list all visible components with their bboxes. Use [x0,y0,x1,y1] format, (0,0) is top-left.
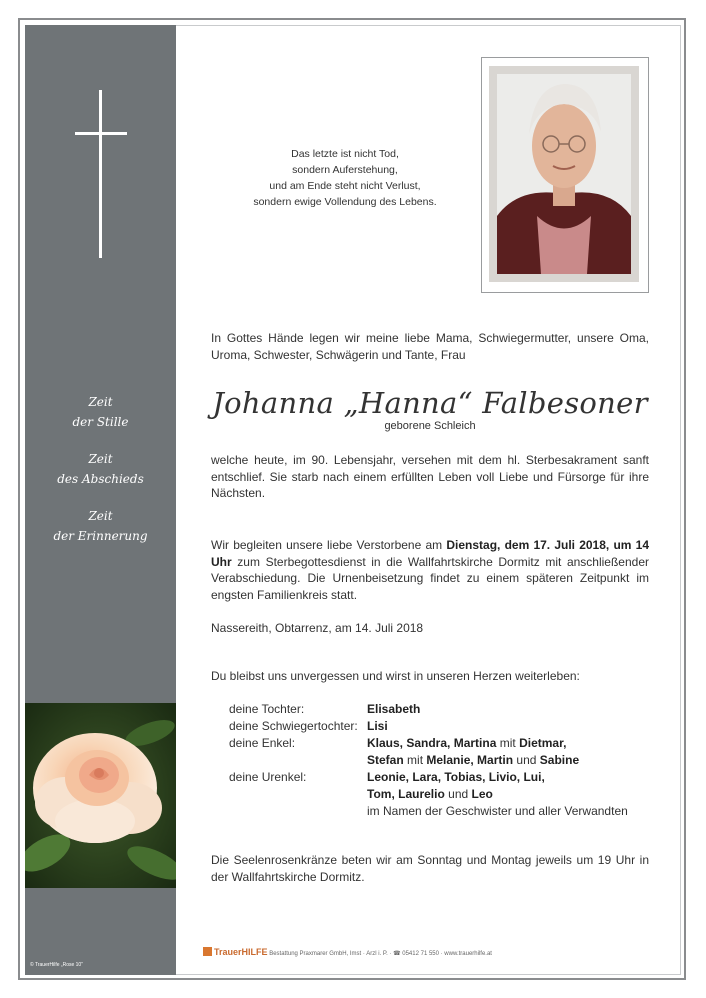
connector: mit [407,753,424,767]
cross-icon-bar [75,132,127,135]
mourner-names: Elisabeth [367,702,421,716]
mourner-names: Tom, Laurelio [367,787,445,801]
mourner-names: Lisi [367,719,388,733]
mourner-row [229,769,628,786]
remember-text: Du bleibst uns unvergessen und wirst in unseren Herzen weiterleben: [211,669,580,683]
mourner-names: Klaus, Sandra, Martina [367,736,497,750]
mourner-names: Leonie, Lara, Tobias, Livio, Lui, [367,770,545,784]
sidebar-word: Zeit [88,509,113,523]
sidebar-word: Zeit [88,395,113,409]
motto-line: sondern Auferstehung, [292,164,398,176]
mourner-names: Leo [471,787,493,801]
footer [203,947,492,957]
sidebar-phrase: der Erinnerung [53,529,148,543]
mourner-row [229,752,628,769]
relation-label: deine Tochter: [229,702,305,716]
motto-line: Das letzte ist nicht Tod, [291,148,399,160]
motto-line: und am Ende steht nicht Verlust, [269,180,421,192]
mourner-names: Dietmar, [519,736,567,750]
motto-quote [230,146,460,210]
sidebar-quote-3 [25,506,176,546]
sidebar-word: Zeit [88,452,113,466]
mourners-list [229,701,628,820]
copyright-note: © TrauerHilfe „Rose 10“ [30,962,83,968]
funeral-post: zum Sterbegottesdienst in die Wallfahrtskirche Dormitz mit anschließender Verabschiedung. Die Urnenbeisetzung findet zu einem späteren Zeitpunkt im engsten Familienkreis statt. [211,554,649,602]
intro-text: In Gottes Hände legen wir meine liebe Mama, Schwiegermutter, unsere Oma, Uroma, Schwester, Schwägerin und Tante, Frau [211,331,649,362]
connector: und [448,787,469,801]
footer-info: Bestattung Praxmarer GmbH, Imst · Arzl i. P. · ☎ 05412 71 550 · www.trauerhilfe.at [269,951,492,957]
sidebar-phrase: der Stille [72,415,129,429]
sidebar-phrase: des Abschieds [57,472,144,486]
mourner-names: Stefan [367,753,404,767]
sidebar-quote-1 [25,392,176,432]
portrait-photo [489,66,639,282]
cross-icon [99,90,102,258]
mourner-row [229,786,628,803]
motto-line: sondern ewige Vollendung des Lebens. [253,196,437,208]
footer-brand: TrauerHILFE [214,947,268,957]
relation-label: deine Urenkel: [229,770,307,784]
mourner-row [229,701,628,718]
mourner-row [229,718,628,735]
rose-image [25,703,176,888]
birth-name: geborene Schleich [384,420,476,432]
mourner-row [229,803,628,820]
relatives-note: im Namen der Geschwister und aller Verwandten [367,804,628,818]
funeral-date: Dienstag, dem 17. Juli 2018, um 14 Uhr [211,538,649,569]
funeral-text [211,537,649,603]
funeral-pre: Wir begleiten unsere liebe Verstorbene am [211,538,447,552]
trauerhilfe-logo-icon [203,947,212,956]
deceased-name: Johanna „Hanna“ Falbesoner [212,386,648,420]
mourner-names: Melanie, Martin [426,753,514,767]
death-text: welche heute, im 90. Lebensjahr, versehen mit dem hl. Sterbesakrament sanft entschlief. Sie starb nach einem erfüllten Leben voll Liebe und Fürsorge für ihre Nächsten. [211,453,649,500]
connector: und [516,753,537,767]
mourner-names: Sabine [539,753,580,767]
rosary-text: Die Seelenrosenkränze beten wir am Sonntag und Montag jeweils um 19 Uhr in der Wallfahrtskirche Dormitz. [211,853,649,884]
sidebar-quote-2 [25,449,176,489]
relation-label: deine Schwiegertochter: [229,719,358,733]
place-date: Nassereith, Obtarrenz, am 14. Juli 2018 [211,621,424,635]
relation-label: deine Enkel: [229,736,296,750]
connector: mit [499,736,516,750]
mourner-row [229,735,628,752]
